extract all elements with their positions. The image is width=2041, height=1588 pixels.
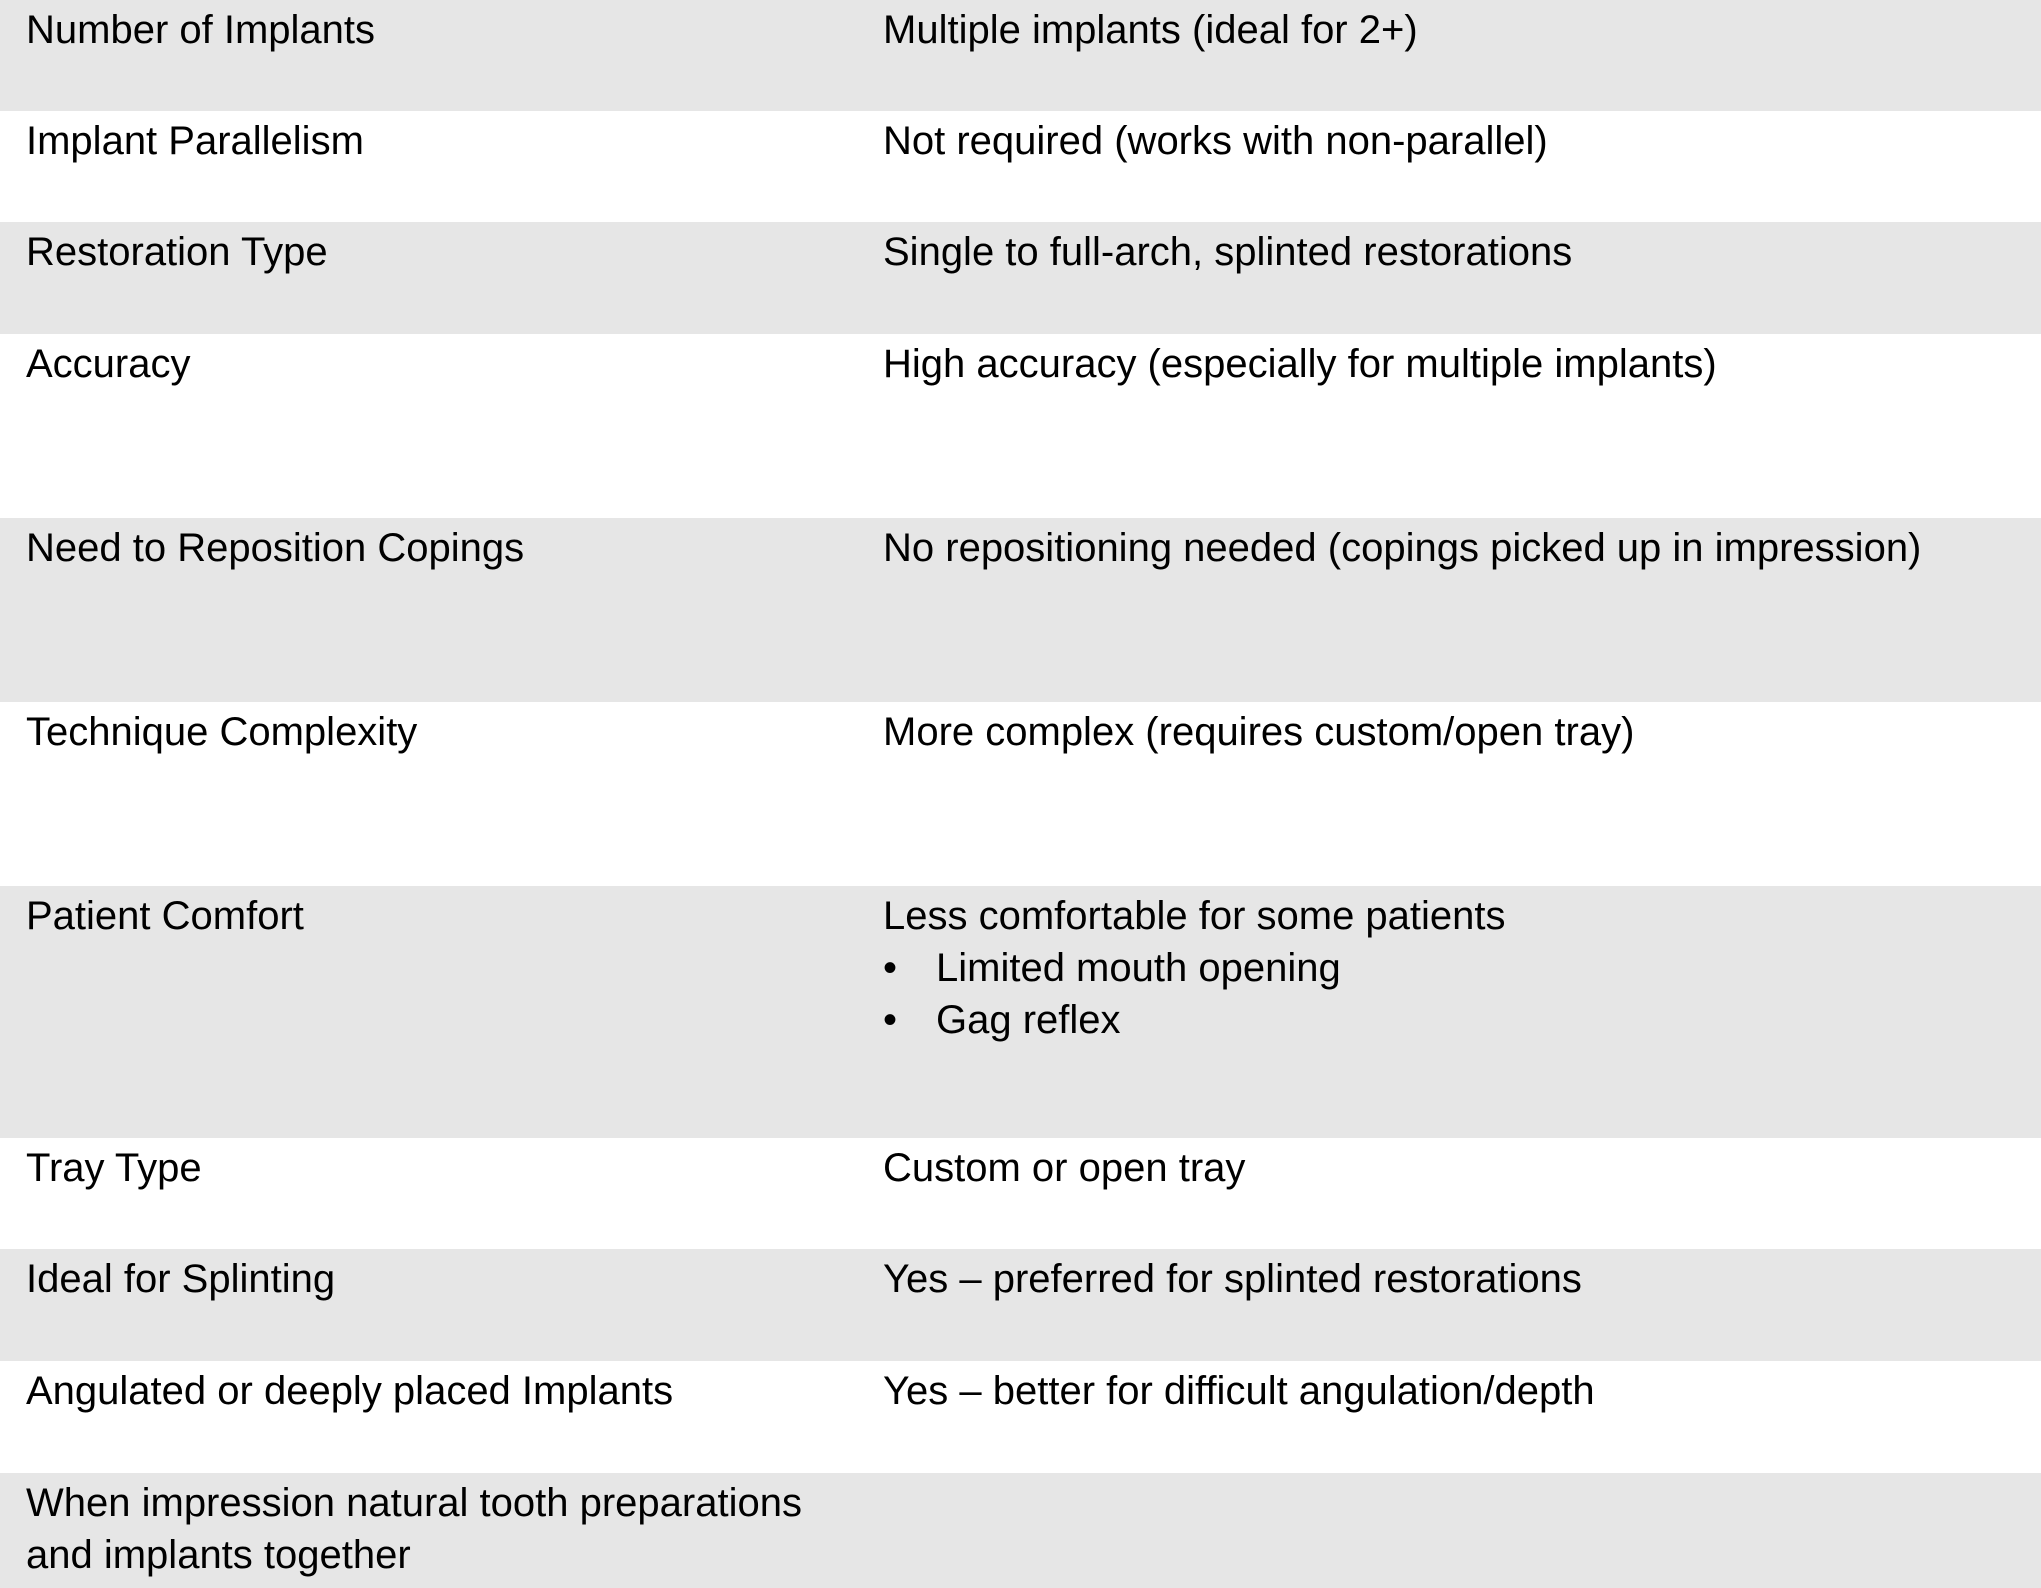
bullet-list	[883, 942, 2041, 1046]
row-value: Single to full-arch, splinted restorations	[883, 230, 1573, 274]
table-row	[0, 1361, 2041, 1473]
table-row	[0, 1138, 2041, 1249]
table-row	[0, 702, 2041, 886]
table-row	[0, 0, 2041, 111]
row-value: High accuracy (especially for multiple implants)	[883, 342, 1717, 386]
table-row	[0, 222, 2041, 334]
table-row	[0, 1249, 2041, 1361]
row-value: No repositioning needed (copings picked up in impression)	[883, 526, 1922, 570]
row-value: Not required (works with non-parallel)	[883, 119, 1548, 163]
table-row	[0, 886, 2041, 1138]
row-value: Custom or open tray	[883, 1146, 1246, 1190]
row-value: More complex (requires custom/open tray)	[883, 710, 1635, 754]
row-value: Yes – better for difficult angulation/depth	[883, 1369, 1595, 1413]
row-label: Ideal for Splinting	[26, 1257, 336, 1301]
row-value: Less comfortable for some patients	[883, 894, 1506, 938]
table-row	[0, 518, 2041, 702]
row-label: Tray Type	[26, 1146, 202, 1190]
bullet-item: • Limited mouth opening	[883, 942, 2041, 994]
table-row	[0, 334, 2041, 518]
row-value-group	[857, 890, 2041, 1046]
row-label: Number of Implants	[26, 8, 376, 52]
row-value: Multiple implants (ideal for 2+)	[883, 8, 1418, 52]
row-label: Patient Comfort	[26, 894, 304, 938]
table-row	[0, 111, 2041, 222]
row-value: Yes – preferred for splinted restorations	[883, 1257, 1582, 1301]
table-row	[0, 1473, 2041, 1588]
row-label: Technique Complexity	[26, 710, 418, 754]
row-label: Need to Reposition Copings	[26, 526, 525, 570]
row-label: When impression natural tooth preparations and implants together	[26, 1481, 802, 1577]
row-label: Accuracy	[26, 342, 191, 386]
row-label: Restoration Type	[26, 230, 328, 274]
row-label: Implant Parallelism	[26, 119, 364, 163]
row-label: Angulated or deeply placed Implants	[26, 1369, 674, 1413]
bullet-item: • Gag reflex	[883, 994, 2041, 1046]
